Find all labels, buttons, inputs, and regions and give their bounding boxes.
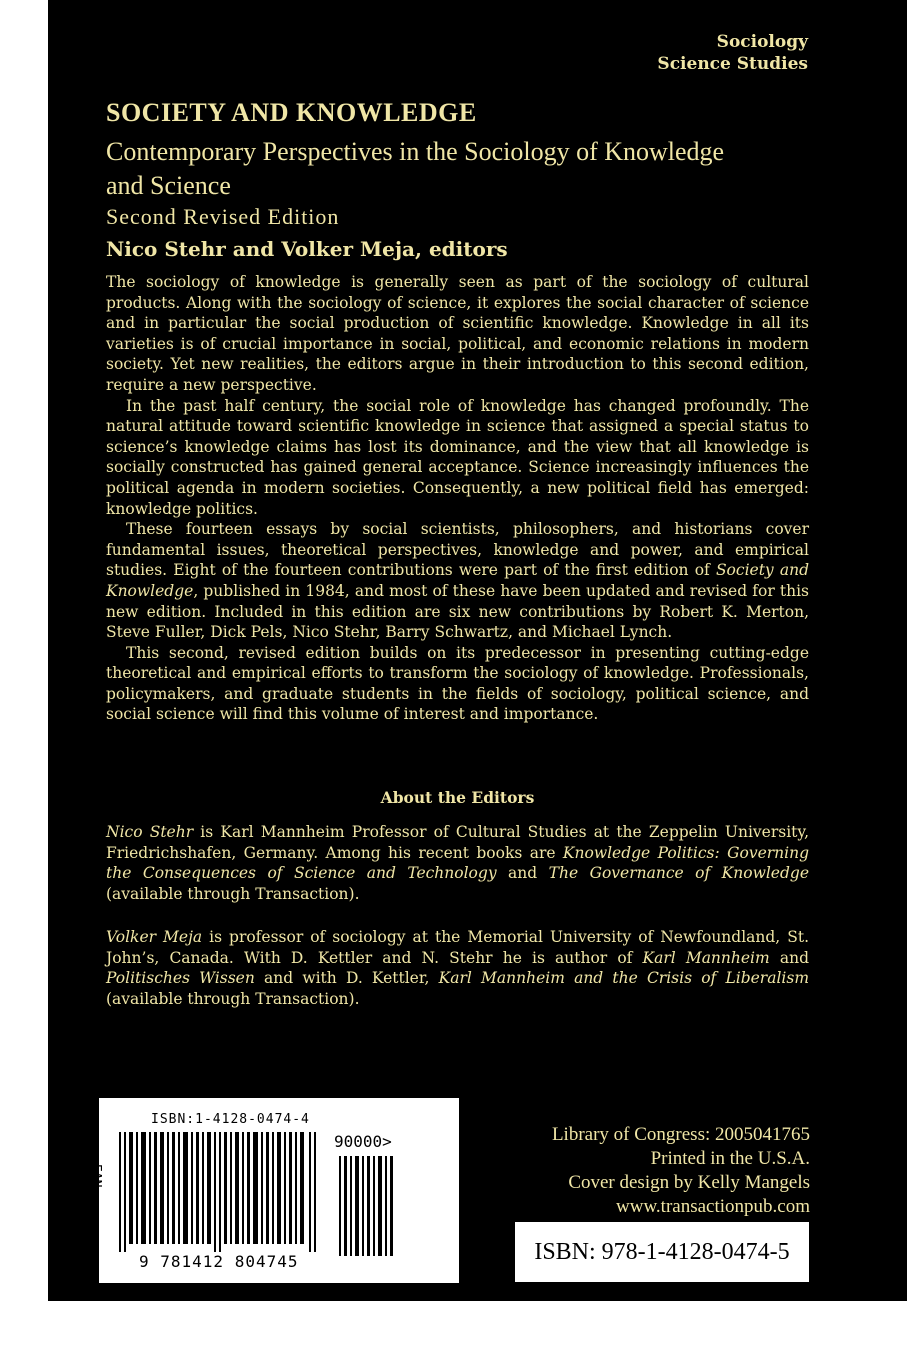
description-paragraph-1: The sociology of knowledge is generally seen as part of the sociology of cultural products. Along with the sociology of science, it explores the social character of science and in particular the social production of scientific knowledge. Knowledge in all its varieties is of crucial importance in social, political, and economic relations in modern society. Yet new realities, the editors argue in their introduction to this second edition, require a new perspective.	[106, 273, 809, 394]
bio2-name: Volker Meja	[106, 928, 203, 946]
bio2-text-3: and with D. Kettler,	[254, 969, 439, 988]
bio2-text-4: (available through Transaction).	[106, 989, 360, 1008]
editors-line: Nico Stehr and Volker Meja, editors	[106, 237, 508, 261]
barcode-ean-label: EAN	[88, 1164, 103, 1188]
category-science-studies: Science Studies	[657, 54, 808, 74]
publisher-info	[552, 1123, 810, 1219]
bio1-book-1: Knowledge Politics: Governing the Consequences of Science and Technology	[106, 843, 809, 883]
bio2-text-2: and	[769, 948, 809, 967]
p3-text-b: , published in 1984, and most of these have been updated and revised for this new edition. Included in this edition are six new contributions by Robert K. Merton, Steve Fuller, Dick Pels, Nico Stehr, Barry Schwartz, and Michael Lynch.	[106, 581, 809, 642]
bio1-book-2: The Governance of Knowledge	[548, 864, 809, 883]
bio1-name: Nico Stehr	[106, 823, 194, 841]
price-barcode-icon	[339, 1156, 399, 1256]
book-title: SOCIETY AND KNOWLEDGE	[106, 98, 477, 127]
description-paragraph-2: In the past half century, the social role of knowledge has changed profoundly. The natural attitude toward scientific knowledge in science that assigned a special status to science’s knowledge claims has lost its dominance, and the view that all knowledge is socially constructed has gained general acceptance. Science increasingly influences the political agenda in modern societies. Consequently, a new political field has emerged: knowledge politics.	[106, 396, 809, 518]
publisher-url: www.transactionpub.com	[616, 1196, 810, 1217]
barcode-bars-icon	[119, 1132, 319, 1252]
p3-text-a: These fourteen essays by social scientists, philosophers, and historians cover fundamental issues, theoretical perspectives, knowledge and power, and empirical studies. Eight of the fourteen contributions were part of the first edition of	[106, 520, 809, 580]
description	[106, 272, 809, 725]
bio1-text-2: and	[496, 864, 549, 883]
barcode-panel	[88, 1098, 459, 1283]
barcode-price-code: 90000>	[334, 1132, 392, 1151]
isbn-box: ISBN: 978-1-4128-0474-5	[515, 1222, 809, 1282]
cover-design-credit: Cover design by Kelly Mangels	[568, 1172, 810, 1193]
bio1-text-3: (available through Transaction).	[106, 884, 360, 903]
p3-book-title: Society and Knowledge	[106, 561, 809, 600]
printed-in: Printed in the U.S.A.	[650, 1148, 810, 1169]
barcode-digits: 9 781412 804745	[139, 1252, 299, 1271]
bio2-book-2: Politisches Wissen	[106, 969, 255, 988]
description-paragraph-4: This second, revised edition builds on its predecessor in presenting cutting-edge theoretical and empirical efforts to transform the sociology of knowledge. Professionals, policymakers, and graduate students in the fields of sociology, political science, and social science will find this volume of interest and importance.	[106, 643, 809, 724]
category-sociology: Sociology	[716, 32, 808, 52]
bio2-book-3: Karl Mannheim and the Crisis of Liberalism	[438, 969, 810, 988]
about-editors-heading: About the Editors	[380, 788, 535, 807]
barcode-isbn-label: ISBN:1-4128-0474-4	[151, 1112, 310, 1127]
category-labels	[657, 31, 808, 75]
edition-label: Second Revised Edition	[106, 204, 340, 229]
bio1-text-1: is Karl Mannheim Professor of Cultural Studies at the Zeppelin University, Friedrichshafen, Germany. Among his recent books are	[106, 823, 810, 862]
bio2-text-1: is professor of sociology at the Memorial University of Newfoundland, St. John’s, Canada. With D. Kettler and N. Stehr he is author of	[106, 928, 809, 967]
library-of-congress: Library of Congress: 2005041765	[551, 1124, 810, 1145]
bio2-book-1: Karl Mannheim	[642, 948, 770, 967]
description-paragraph-3	[106, 519, 809, 643]
bio-volker-meja	[106, 927, 809, 1009]
bio-nico-stehr	[106, 822, 809, 904]
book-subtitle: Contemporary Perspectives in the Sociology of Knowledge and Science	[106, 137, 725, 200]
